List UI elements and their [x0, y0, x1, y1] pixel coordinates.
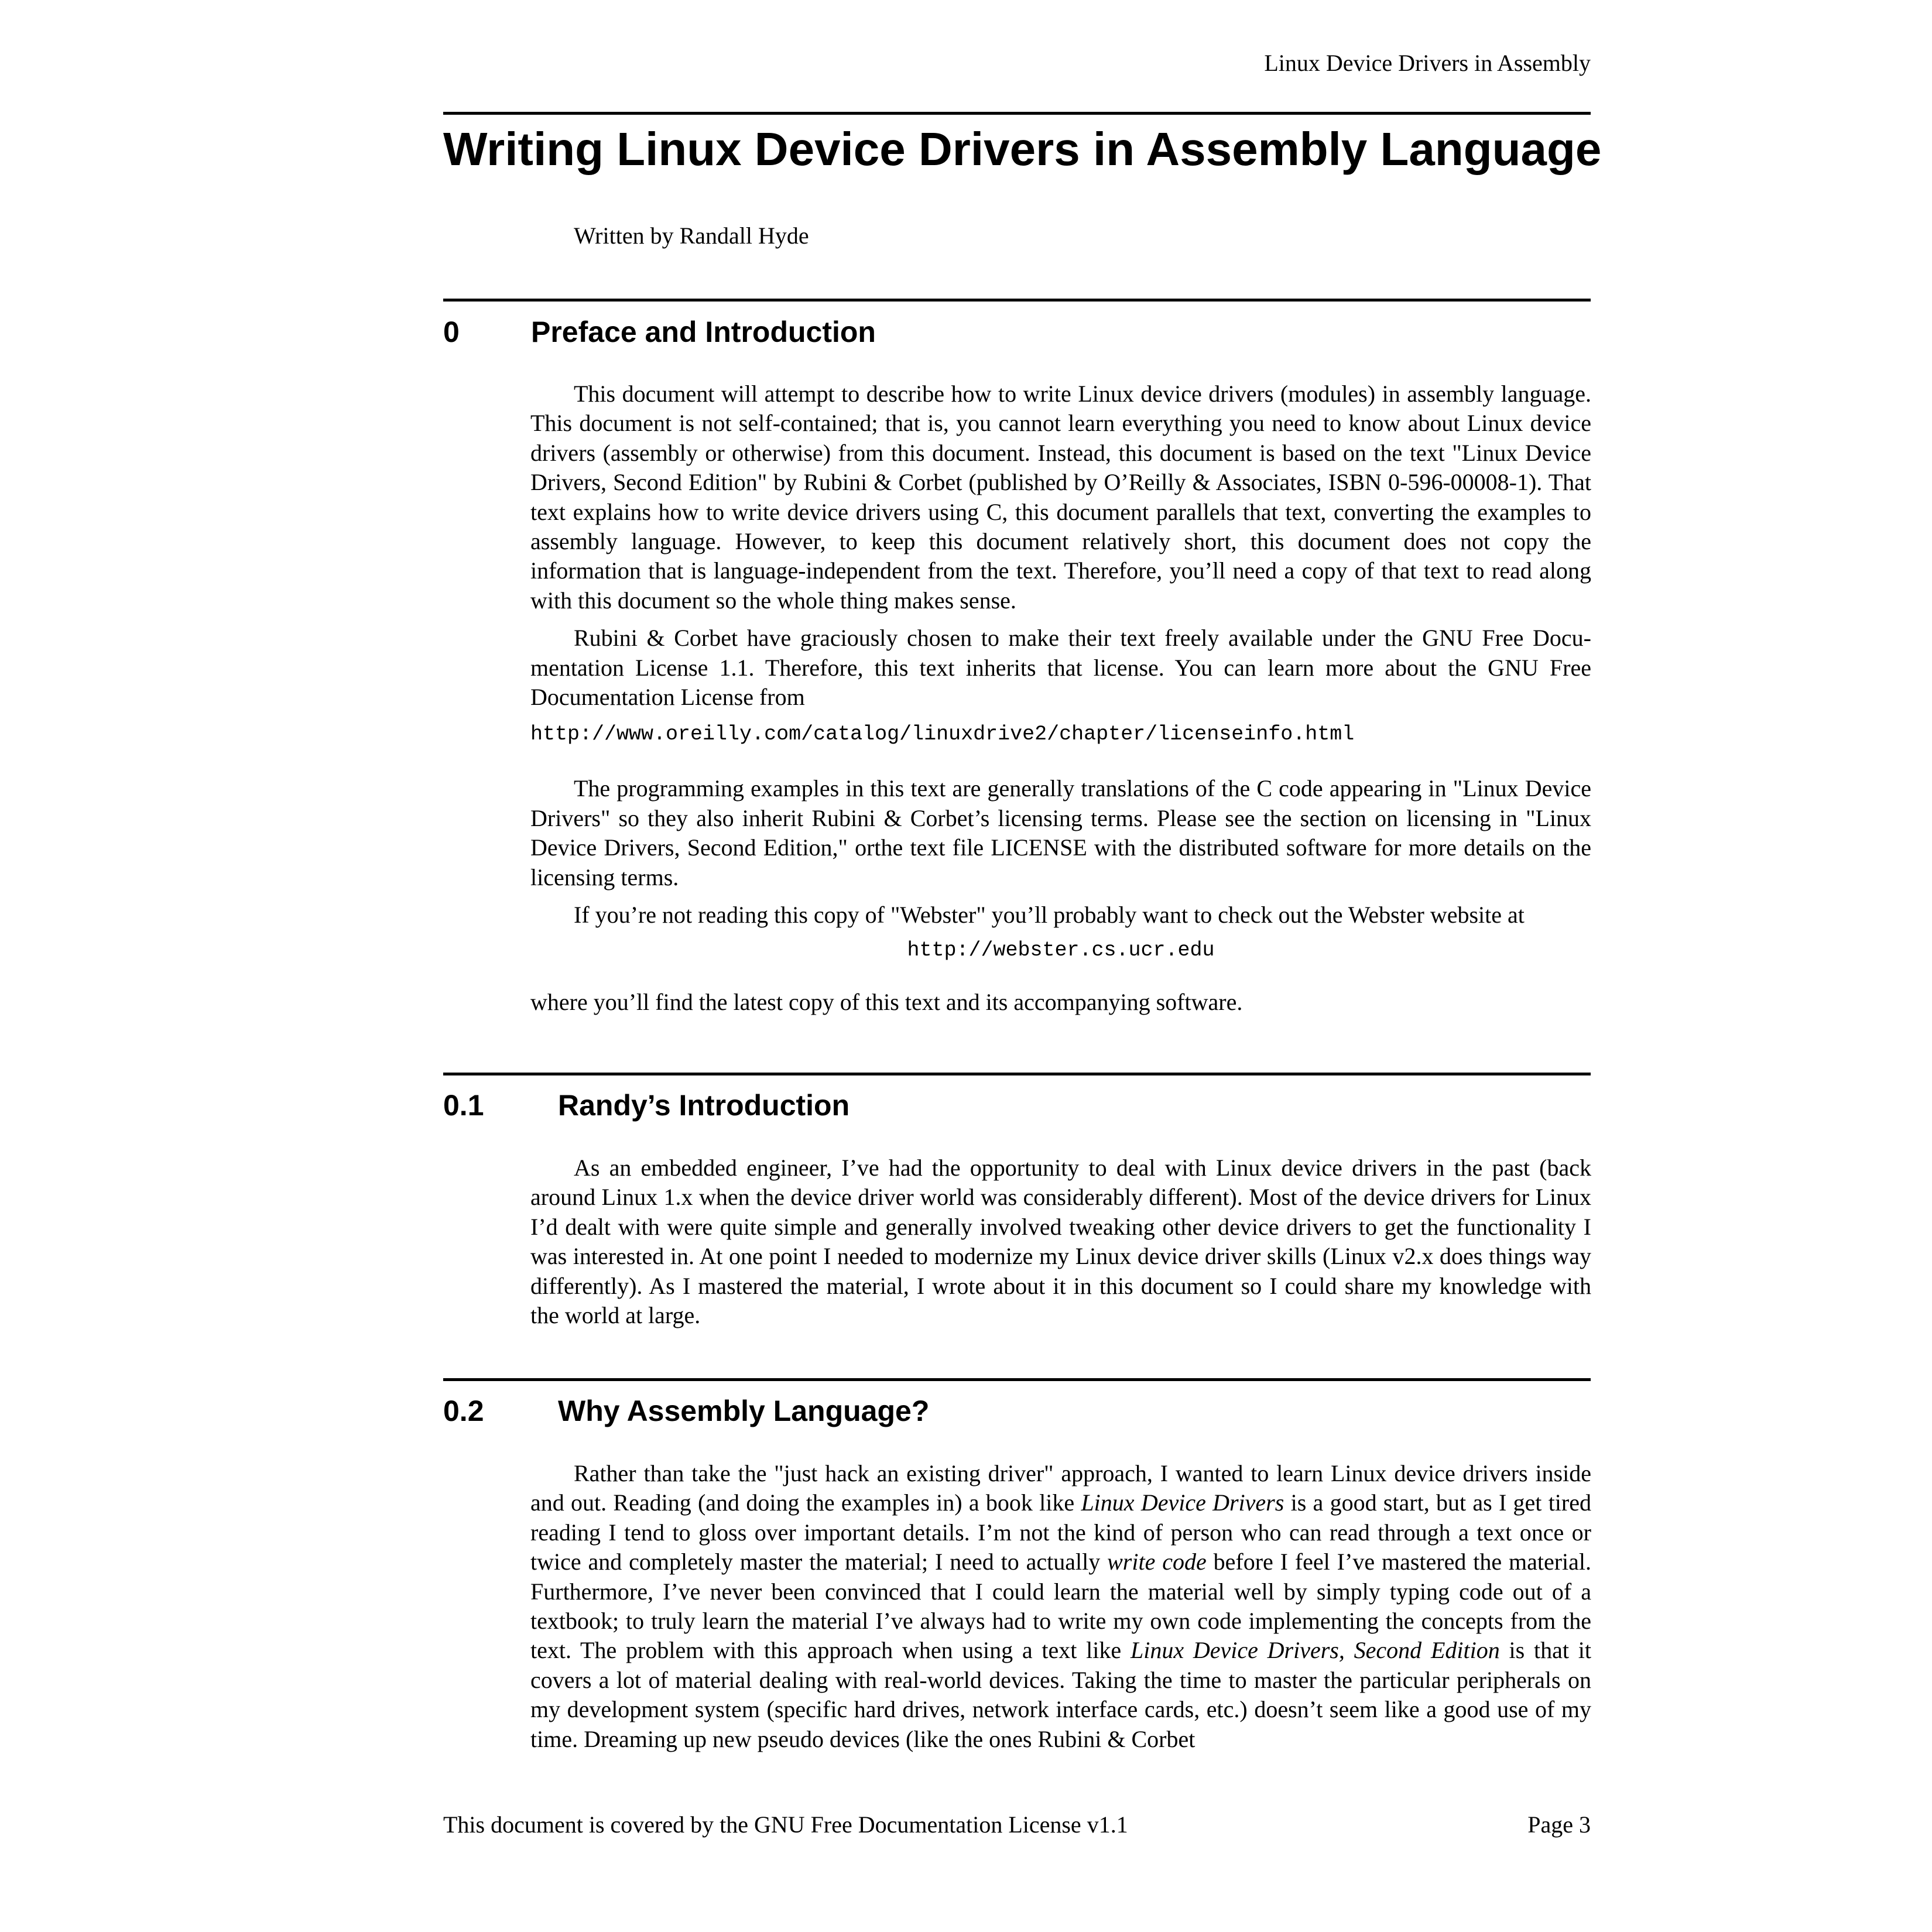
section-number: 0 — [443, 316, 460, 348]
section-number: 0.2 — [443, 1395, 484, 1427]
book-title-emphasis: Linux Device Drivers, Second Edition — [1130, 1637, 1500, 1664]
section-body-why-assembly — [530, 1459, 1591, 1754]
paragraph: where you’ll find the latest copy of this text and its accompanying software. — [530, 988, 1243, 1015]
paragraph: The programming examples in this text are generally translations of the C code appearing in "Linux Device Drivers" so they also inherit Rubini & Corbet’s licensing terms. Please see the section on licensing in "Linux Device Drivers, Second Edition," orthe text file LICENSE with the distributed software for more details on the licensing terms. — [530, 775, 1591, 890]
section-title: Preface and Introduction — [531, 316, 876, 348]
section-rule — [443, 1073, 1591, 1075]
text-run: is that it covers a lot of material dealing with real-world devices. Taking the time to master the particular peripherals on my development system (specific hard drives, network interface cards, etc.) doesn’t seem like a good use of my time. Dreaming up new pseudo devices (like the ones Rubini & Corbet — [530, 1637, 1591, 1752]
book-title-emphasis: Linux Device Drivers — [1081, 1489, 1284, 1516]
emphasis: write code — [1107, 1549, 1207, 1575]
paragraph: If you’re not reading this copy of "Webster" you’ll probably want to check out the Webster website at — [574, 902, 1525, 929]
webster-url[interactable]: http://webster.cs.ucr.edu — [907, 938, 1215, 962]
document-title: Writing Linux Device Drivers in Assembly Language — [443, 123, 1602, 175]
section-title: Why Assembly Language? — [558, 1395, 930, 1427]
paragraph: As an embedded engineer, I’ve had the opportunity to deal with Linux device drivers in the past (back around Linux 1.x when the device driver world was considerably different). Most of the device drivers for Linux I’d dealt with were quite simple and generally involved tweaking other device drivers to get the functionality I was interested in. At one point I needed to modernize my Linux device driver skills (Linux v2.x does things way differently). As I mastered the material, I wrote about it in this document so I could share my knowledge with the world at large. — [530, 1155, 1591, 1329]
title-rule — [443, 112, 1591, 115]
section-body-preface — [530, 379, 1591, 1017]
byline: Written by Randall Hyde — [574, 222, 809, 249]
text-run: Rather than take the "just hack an existing driver" approach, I wanted to learn Linux device drivers inside and out. Reading (and doing the examples in) a book like — [530, 1460, 1591, 1516]
section-rule — [443, 299, 1591, 302]
paragraph — [530, 1459, 1591, 1754]
footer-license-note: This document is covered by the GNU Free Documentation License v1.1 — [443, 1811, 1128, 1838]
section-rule — [443, 1378, 1591, 1381]
paragraph: Rubini & Corbet have graciously chosen to make their text freely available under the GNU Free Documentation License 1.1. Therefore, this text inherits that license. You can learn more about the GNU Free Documentation License from — [530, 625, 1591, 711]
running-header: Linux Device Drivers in Assembly — [1264, 50, 1591, 76]
text-run: before I feel I’ve mastered the material. Furthermore, I’ve never been convinced that I could learn the material well by simply typing code out of a textbook; to truly learn the material I’ve always had to write my own code implementing the concepts from the text. The problem with this approach when using a text like — [530, 1549, 1591, 1664]
section-number: 0.1 — [443, 1089, 484, 1122]
page-number: Page 3 — [1527, 1811, 1591, 1838]
text-run: is a good start, but as I get tired reading I tend to gloss over important details. I’m not the kind of person who can read through a text once or twice and completely master the material; I need to actually — [530, 1489, 1591, 1575]
paragraph: This document will attempt to describe how to write Linux device drivers (modules) in assembly language. This document is not self-contained; that is, you cannot learn everything you need to know about Linux device drivers (assembly or otherwise) from this document. Instead, this document is based on the text "Linux Device Drivers, Second Edition" by Rubini & Corbet (published by O’Reilly & Associates, ISBN 0-596-00008-1). That text explains how to write device drivers using C, this document parallels that text, converting the examples to assembly language. However, to keep this document relatively short, this document does not copy the information that is language-independent from the text. Therefore, you’ll need a copy of that text to read along with this document so the whole thing makes sense. — [530, 381, 1591, 614]
license-url[interactable]: http://www.oreilly.com/catalog/linuxdrive2/chapter/licenseinfo.html — [530, 722, 1355, 746]
section-title: Randy’s Introduction — [558, 1089, 850, 1122]
section-body-randys-introduction — [530, 1153, 1591, 1330]
